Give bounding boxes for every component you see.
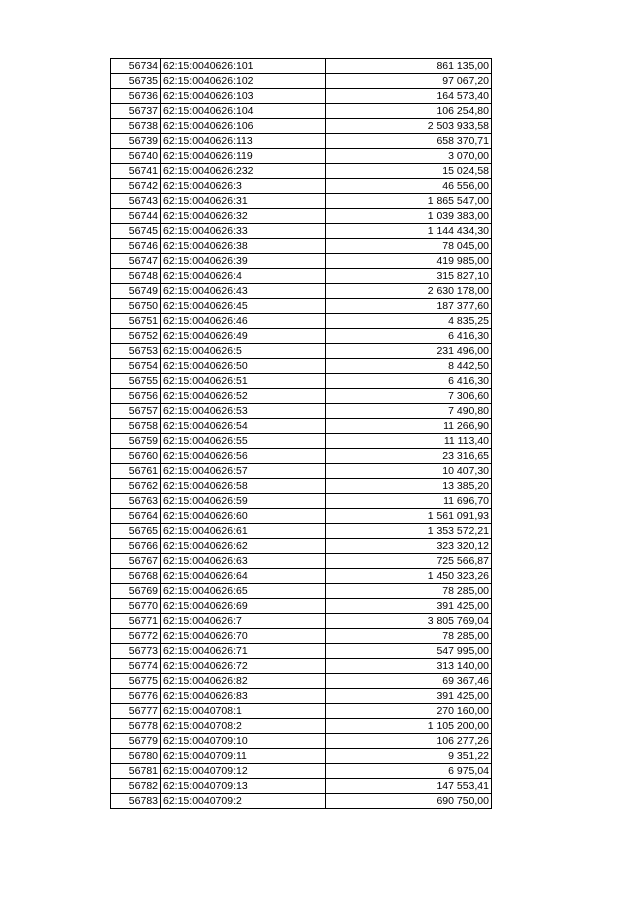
table-row (111, 74, 492, 89)
table-row (111, 779, 492, 794)
cadastral-value-table (110, 58, 492, 809)
cadastral-number-cell: 62:15:0040626:57 (161, 464, 326, 479)
cadastral-value-cell: 147 553,41 (326, 779, 492, 794)
row-number-cell: 56752 (111, 329, 161, 344)
cadastral-number-cell: 62:15:0040626:39 (161, 254, 326, 269)
cadastral-value-cell: 6 416,30 (326, 329, 492, 344)
cadastral-number-cell: 62:15:0040709:2 (161, 794, 326, 809)
cadastral-number-cell: 62:15:0040626:51 (161, 374, 326, 389)
row-number-cell: 56749 (111, 284, 161, 299)
cadastral-value-cell: 7 306,60 (326, 389, 492, 404)
cadastral-value-cell: 658 370,71 (326, 134, 492, 149)
cadastral-value-cell: 7 490,80 (326, 404, 492, 419)
cadastral-value-cell: 11 113,40 (326, 434, 492, 449)
row-number-cell: 56781 (111, 764, 161, 779)
cadastral-value-cell: 97 067,20 (326, 74, 492, 89)
row-number-cell: 56764 (111, 509, 161, 524)
cadastral-number-cell: 62:15:0040626:3 (161, 179, 326, 194)
table-row (111, 509, 492, 524)
row-number-cell: 56758 (111, 419, 161, 434)
cadastral-value-cell: 2 503 933,58 (326, 119, 492, 134)
table-row (111, 194, 492, 209)
row-number-cell: 56766 (111, 539, 161, 554)
cadastral-number-cell: 62:15:0040626:101 (161, 59, 326, 74)
cadastral-value-cell: 231 496,00 (326, 344, 492, 359)
row-number-cell: 56782 (111, 779, 161, 794)
cadastral-number-cell: 62:15:0040626:5 (161, 344, 326, 359)
row-number-cell: 56773 (111, 644, 161, 659)
cadastral-number-cell: 62:15:0040626:43 (161, 284, 326, 299)
cadastral-value-cell: 106 254,80 (326, 104, 492, 119)
cadastral-number-cell: 62:15:0040626:49 (161, 329, 326, 344)
table-row (111, 434, 492, 449)
row-number-cell: 56762 (111, 479, 161, 494)
table-row (111, 599, 492, 614)
table-row (111, 584, 492, 599)
row-number-cell: 56760 (111, 449, 161, 464)
cadastral-number-cell: 62:15:0040626:60 (161, 509, 326, 524)
cadastral-value-cell: 313 140,00 (326, 659, 492, 674)
cadastral-number-cell: 62:15:0040626:52 (161, 389, 326, 404)
cadastral-number-cell: 62:15:0040709:13 (161, 779, 326, 794)
cadastral-number-cell: 62:15:0040626:53 (161, 404, 326, 419)
cadastral-number-cell: 62:15:0040626:102 (161, 74, 326, 89)
row-number-cell: 56751 (111, 314, 161, 329)
row-number-cell: 56742 (111, 179, 161, 194)
row-number-cell: 56771 (111, 614, 161, 629)
table-row (111, 524, 492, 539)
cadastral-value-cell: 9 351,22 (326, 749, 492, 764)
table-row (111, 59, 492, 74)
table-row (111, 659, 492, 674)
table-row (111, 119, 492, 134)
cadastral-number-cell: 62:15:0040626:103 (161, 89, 326, 104)
cadastral-number-cell: 62:15:0040626:61 (161, 524, 326, 539)
cadastral-number-cell: 62:15:0040626:46 (161, 314, 326, 329)
cadastral-value-cell: 391 425,00 (326, 689, 492, 704)
cadastral-value-cell: 1 561 091,93 (326, 509, 492, 524)
cadastral-value-cell: 78 285,00 (326, 584, 492, 599)
cadastral-value-cell: 725 566,87 (326, 554, 492, 569)
table-row (111, 704, 492, 719)
table-row (111, 209, 492, 224)
cadastral-number-cell: 62:15:0040626:55 (161, 434, 326, 449)
row-number-cell: 56765 (111, 524, 161, 539)
cadastral-value-cell: 1 450 323,26 (326, 569, 492, 584)
row-number-cell: 56772 (111, 629, 161, 644)
table-row (111, 674, 492, 689)
row-number-cell: 56735 (111, 74, 161, 89)
row-number-cell: 56744 (111, 209, 161, 224)
cadastral-number-cell: 62:15:0040626:32 (161, 209, 326, 224)
table-row (111, 224, 492, 239)
row-number-cell: 56739 (111, 134, 161, 149)
row-number-cell: 56767 (111, 554, 161, 569)
cadastral-number-cell: 62:15:0040626:50 (161, 359, 326, 374)
table-row (111, 479, 492, 494)
row-number-cell: 56743 (111, 194, 161, 209)
row-number-cell: 56738 (111, 119, 161, 134)
table-row (111, 764, 492, 779)
table-row (111, 404, 492, 419)
table-row (111, 539, 492, 554)
cadastral-value-cell: 391 425,00 (326, 599, 492, 614)
cadastral-number-cell: 62:15:0040626:33 (161, 224, 326, 239)
row-number-cell: 56757 (111, 404, 161, 419)
cadastral-number-cell: 62:15:0040626:59 (161, 494, 326, 509)
cadastral-value-cell: 419 985,00 (326, 254, 492, 269)
cadastral-number-cell: 62:15:0040626:45 (161, 299, 326, 314)
cadastral-number-cell: 62:15:0040626:63 (161, 554, 326, 569)
cadastral-value-table-container (110, 58, 491, 809)
table-row (111, 329, 492, 344)
row-number-cell: 56763 (111, 494, 161, 509)
cadastral-number-cell: 62:15:0040626:104 (161, 104, 326, 119)
table-row (111, 734, 492, 749)
cadastral-value-cell: 10 407,30 (326, 464, 492, 479)
table-row (111, 749, 492, 764)
table-row (111, 614, 492, 629)
cadastral-number-cell: 62:15:0040709:11 (161, 749, 326, 764)
cadastral-number-cell: 62:15:0040626:64 (161, 569, 326, 584)
row-number-cell: 56778 (111, 719, 161, 734)
cadastral-value-cell: 4 835,25 (326, 314, 492, 329)
cadastral-number-cell: 62:15:0040626:58 (161, 479, 326, 494)
row-number-cell: 56754 (111, 359, 161, 374)
cadastral-value-cell: 315 827,10 (326, 269, 492, 284)
cadastral-number-cell: 62:15:0040626:82 (161, 674, 326, 689)
row-number-cell: 56769 (111, 584, 161, 599)
cadastral-value-cell: 164 573,40 (326, 89, 492, 104)
cadastral-number-cell: 62:15:0040626:38 (161, 239, 326, 254)
cadastral-value-cell: 3 070,00 (326, 149, 492, 164)
cadastral-number-cell: 62:15:0040626:54 (161, 419, 326, 434)
row-number-cell: 56768 (111, 569, 161, 584)
cadastral-number-cell: 62:15:0040708:1 (161, 704, 326, 719)
row-number-cell: 56759 (111, 434, 161, 449)
row-number-cell: 56750 (111, 299, 161, 314)
cadastral-value-cell: 78 285,00 (326, 629, 492, 644)
row-number-cell: 56736 (111, 89, 161, 104)
table-row (111, 644, 492, 659)
cadastral-value-cell: 690 750,00 (326, 794, 492, 809)
table-row (111, 494, 492, 509)
cadastral-value-cell: 46 556,00 (326, 179, 492, 194)
row-number-cell: 56777 (111, 704, 161, 719)
cadastral-value-cell: 15 024,58 (326, 164, 492, 179)
table-row (111, 314, 492, 329)
row-number-cell: 56748 (111, 269, 161, 284)
table-row (111, 149, 492, 164)
cadastral-value-cell: 8 442,50 (326, 359, 492, 374)
table-row (111, 374, 492, 389)
cadastral-value-cell: 861 135,00 (326, 59, 492, 74)
cadastral-number-cell: 62:15:0040626:83 (161, 689, 326, 704)
cadastral-value-cell: 6 975,04 (326, 764, 492, 779)
cadastral-number-cell: 62:15:0040709:12 (161, 764, 326, 779)
table-row (111, 134, 492, 149)
table-row (111, 719, 492, 734)
cadastral-value-cell: 270 160,00 (326, 704, 492, 719)
cadastral-value-cell: 11 266,90 (326, 419, 492, 434)
cadastral-value-cell: 6 416,30 (326, 374, 492, 389)
cadastral-value-cell: 13 385,20 (326, 479, 492, 494)
row-number-cell: 56774 (111, 659, 161, 674)
cadastral-number-cell: 62:15:0040626:113 (161, 134, 326, 149)
cadastral-value-cell: 2 630 178,00 (326, 284, 492, 299)
cadastral-value-cell: 323 320,12 (326, 539, 492, 554)
cadastral-number-cell: 62:15:0040626:70 (161, 629, 326, 644)
row-number-cell: 56755 (111, 374, 161, 389)
row-number-cell: 56747 (111, 254, 161, 269)
table-row (111, 179, 492, 194)
cadastral-number-cell: 62:15:0040626:106 (161, 119, 326, 134)
cadastral-number-cell: 62:15:0040626:71 (161, 644, 326, 659)
cadastral-value-cell: 1 353 572,21 (326, 524, 492, 539)
table-row (111, 89, 492, 104)
cadastral-value-cell: 106 277,26 (326, 734, 492, 749)
row-number-cell: 56770 (111, 599, 161, 614)
table-row (111, 389, 492, 404)
table-row (111, 629, 492, 644)
cadastral-value-cell: 11 696,70 (326, 494, 492, 509)
cadastral-number-cell: 62:15:0040626:56 (161, 449, 326, 464)
table-body (111, 59, 492, 809)
row-number-cell: 56737 (111, 104, 161, 119)
row-number-cell: 56740 (111, 149, 161, 164)
table-row (111, 419, 492, 434)
row-number-cell: 56741 (111, 164, 161, 179)
row-number-cell: 56779 (111, 734, 161, 749)
row-number-cell: 56761 (111, 464, 161, 479)
cadastral-value-cell: 187 377,60 (326, 299, 492, 314)
row-number-cell: 56734 (111, 59, 161, 74)
row-number-cell: 56756 (111, 389, 161, 404)
cadastral-number-cell: 62:15:0040626:69 (161, 599, 326, 614)
cadastral-value-cell: 78 045,00 (326, 239, 492, 254)
cadastral-value-cell: 547 995,00 (326, 644, 492, 659)
cadastral-value-cell: 1 144 434,30 (326, 224, 492, 239)
table-row (111, 299, 492, 314)
row-number-cell: 56745 (111, 224, 161, 239)
table-row (111, 449, 492, 464)
table-row (111, 464, 492, 479)
table-row (111, 794, 492, 809)
row-number-cell: 56753 (111, 344, 161, 359)
cadastral-number-cell: 62:15:0040626:31 (161, 194, 326, 209)
table-row (111, 344, 492, 359)
row-number-cell: 56776 (111, 689, 161, 704)
table-row (111, 104, 492, 119)
cadastral-value-cell: 3 805 769,04 (326, 614, 492, 629)
cadastral-value-cell: 69 367,46 (326, 674, 492, 689)
table-row (111, 164, 492, 179)
table-row (111, 359, 492, 374)
row-number-cell: 56746 (111, 239, 161, 254)
table-row (111, 284, 492, 299)
table-row (111, 689, 492, 704)
cadastral-number-cell: 62:15:0040626:4 (161, 269, 326, 284)
cadastral-number-cell: 62:15:0040626:62 (161, 539, 326, 554)
cadastral-number-cell: 62:15:0040626:119 (161, 149, 326, 164)
table-row (111, 554, 492, 569)
cadastral-value-cell: 1 865 547,00 (326, 194, 492, 209)
cadastral-number-cell: 62:15:0040626:72 (161, 659, 326, 674)
table-row (111, 254, 492, 269)
cadastral-value-cell: 1 039 383,00 (326, 209, 492, 224)
row-number-cell: 56783 (111, 794, 161, 809)
table-row (111, 239, 492, 254)
row-number-cell: 56780 (111, 749, 161, 764)
cadastral-number-cell: 62:15:0040709:10 (161, 734, 326, 749)
table-row (111, 569, 492, 584)
cadastral-number-cell: 62:15:0040626:232 (161, 164, 326, 179)
cadastral-number-cell: 62:15:0040626:7 (161, 614, 326, 629)
cadastral-value-cell: 1 105 200,00 (326, 719, 492, 734)
table-row (111, 269, 492, 284)
cadastral-value-cell: 23 316,65 (326, 449, 492, 464)
row-number-cell: 56775 (111, 674, 161, 689)
cadastral-number-cell: 62:15:0040708:2 (161, 719, 326, 734)
cadastral-number-cell: 62:15:0040626:65 (161, 584, 326, 599)
